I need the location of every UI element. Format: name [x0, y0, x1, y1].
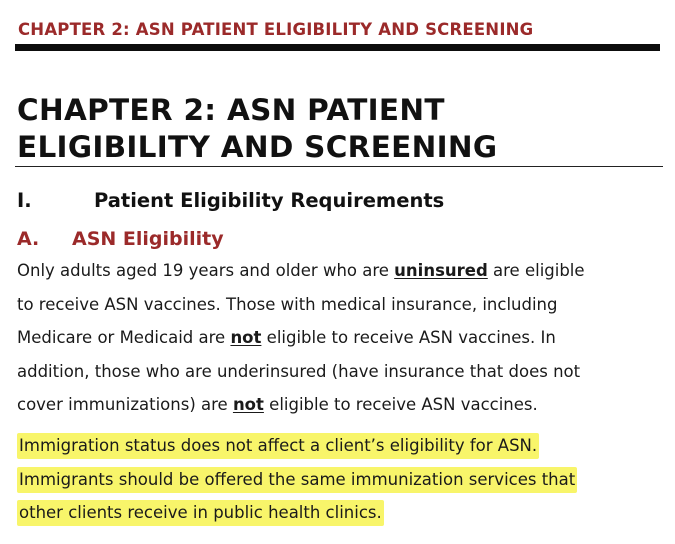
highlighted-text: Immigration status does not affect a client’s eligibility for ASN. [17, 433, 539, 459]
title-rule [15, 166, 663, 167]
chapter-title [17, 92, 657, 166]
section-title: Patient Eligibility Requirements [94, 189, 445, 212]
eligibility-paragraph [17, 254, 667, 422]
running-header: CHAPTER 2: ASN PATIENT ELIGIBILITY AND SCREENING [18, 20, 534, 39]
paragraph-line [17, 254, 667, 288]
emphasis-uninsured: uninsured [394, 261, 488, 280]
paragraph-line [17, 496, 667, 530]
subsection-number: A. [17, 228, 40, 250]
paragraph-line [17, 321, 667, 355]
subsection-heading [17, 228, 224, 250]
text-run: Medicare or Medicaid are [17, 328, 231, 347]
emphasis-not: not [230, 328, 262, 347]
chapter-title-line-2: ELIGIBILITY AND SCREENING [17, 130, 498, 164]
immigration-paragraph [17, 429, 667, 530]
section-heading [17, 189, 444, 212]
header-rule [15, 44, 660, 51]
section-number: I. [17, 189, 32, 212]
highlighted-text: other clients receive in public health clinics. [17, 500, 384, 526]
text-run: Only adults aged 19 years and older who are [17, 261, 395, 280]
paragraph-line [17, 429, 667, 463]
subsection-title: ASN Eligibility [72, 228, 224, 250]
paragraph-line [17, 388, 667, 422]
text-run: are eligible [487, 261, 585, 280]
paragraph-line [17, 463, 667, 497]
text-run: cover immunizations) are [17, 395, 233, 414]
paragraph-line: addition, those who are underinsured (have insurance that does not [17, 361, 581, 381]
text-run: eligible to receive ASN vaccines. [263, 395, 538, 414]
highlighted-text: Immigrants should be offered the same immunization services that [17, 467, 577, 493]
emphasis-not: not [232, 395, 264, 414]
chapter-title-line-1: CHAPTER 2: ASN PATIENT [17, 93, 445, 127]
text-run: eligible to receive ASN vaccines. In [261, 328, 556, 347]
paragraph-line: to receive ASN vaccines. Those with medical insurance, including [17, 294, 558, 314]
